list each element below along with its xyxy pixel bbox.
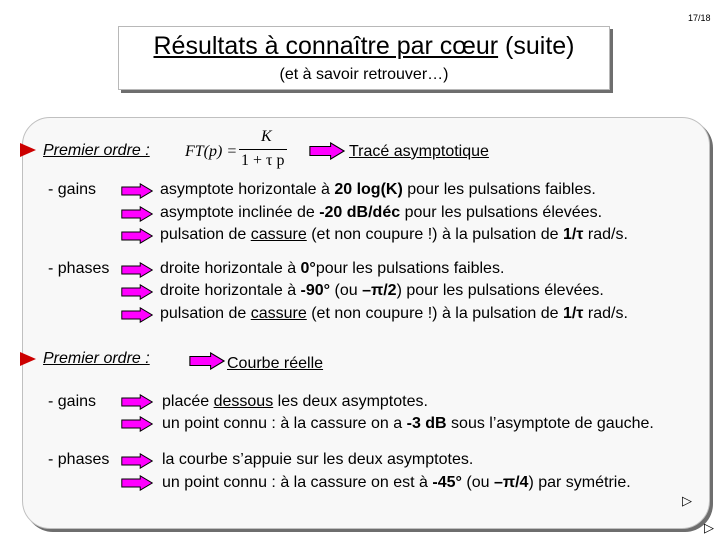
- arrow-right-icon: [121, 453, 153, 469]
- gains-line-1: placée dessous les deux asymptotes.: [162, 393, 428, 410]
- page-title: Résultats à connaître par cœur (suite): [153, 32, 575, 60]
- gains-line-3: pulsation de cassure (et non coupure !) à la pulsation de 1/τ rad/s.: [160, 226, 628, 243]
- arrow-right-icon: [121, 307, 153, 323]
- section2-heading: Premier ordre :: [43, 350, 150, 367]
- section1-heading: Premier ordre :: [43, 142, 150, 159]
- section1-result-label: Tracé asymptotique: [349, 143, 489, 160]
- arrow-right-icon: [121, 228, 153, 244]
- bullet-arrow-icon: [20, 352, 36, 366]
- gains-line-2: asymptote inclinée de -20 dB/déc pour les pulsations élevées.: [160, 204, 603, 221]
- next-slide-icon[interactable]: ▷: [682, 493, 692, 508]
- phases-label: - phases: [48, 451, 110, 468]
- gains-line-2: un point connu : à la cassure on a -3 dB sous l’asymptote de gauche.: [162, 415, 654, 432]
- arrow-right-icon: [121, 206, 153, 222]
- phases-line-2: un point connu : à la cassure on est à -45° (ou –π/4) par symétrie.: [162, 474, 631, 491]
- arrow-right-icon: [308, 142, 346, 160]
- phases-line-2: droite horizontale à -90° (ou –π/2) pour les pulsations élevées.: [160, 282, 604, 299]
- arrow-right-icon: [121, 475, 153, 491]
- page-subtitle: (et à savoir retrouver…): [279, 66, 449, 83]
- gains-line-1: asymptote horizontale à 20 log(K) pour les pulsations faibles.: [160, 181, 596, 198]
- title-box: [118, 26, 610, 90]
- phases-line-1: la courbe s’appuie sur les deux asymptotes.: [162, 451, 474, 468]
- section2-result-label: Courbe réelle: [227, 355, 324, 372]
- corner-next-icon[interactable]: ▷: [704, 520, 714, 535]
- transfer-function-formula: FT(p) = K 1 + τ p: [185, 125, 295, 175]
- arrow-right-icon: [121, 394, 153, 410]
- arrow-right-icon: [121, 284, 153, 300]
- bullet-arrow-icon: [20, 143, 36, 157]
- phases-line-3: pulsation de cassure (et non coupure !) à la pulsation de 1/τ rad/s.: [160, 305, 628, 322]
- arrow-right-icon: [121, 183, 153, 199]
- phases-label: - phases: [48, 260, 110, 277]
- arrow-right-icon: [121, 262, 153, 278]
- arrow-right-icon: [188, 352, 226, 370]
- phases-line-1: droite horizontale à 0°pour les pulsations faibles.: [160, 260, 505, 277]
- gains-label: - gains: [48, 393, 97, 410]
- gains-label: - gains: [48, 181, 97, 198]
- page-number: 17/18: [688, 13, 711, 23]
- arrow-right-icon: [121, 416, 153, 432]
